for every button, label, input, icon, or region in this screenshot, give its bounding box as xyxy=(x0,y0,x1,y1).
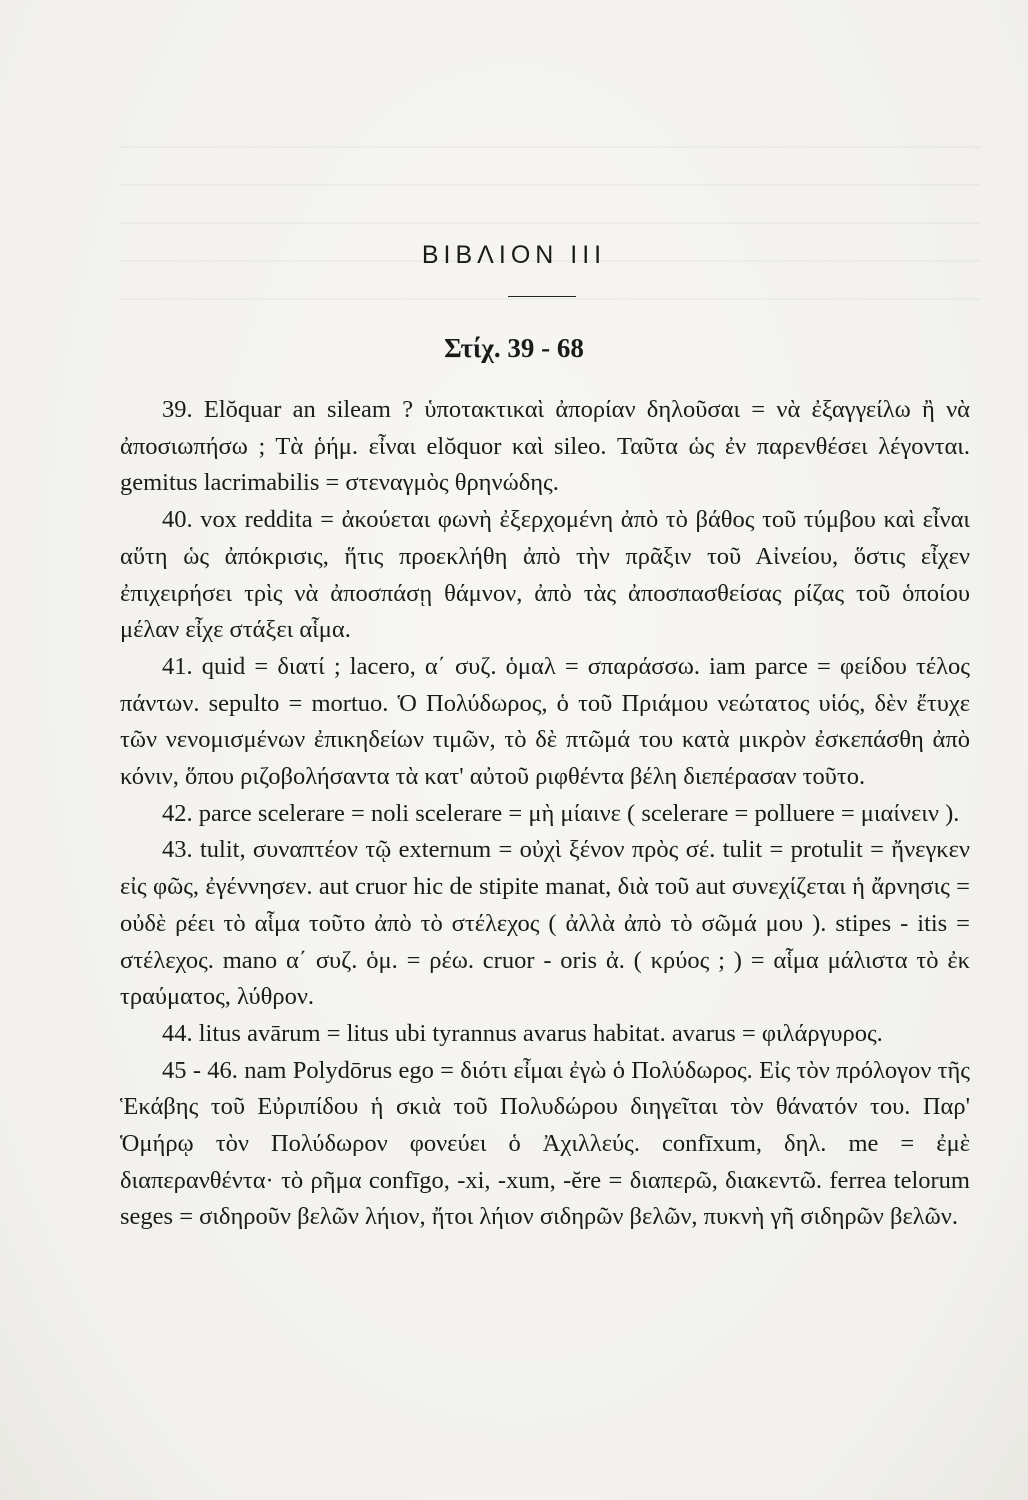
book-title: ΒΙΒΛΙΟΝ III xyxy=(421,241,607,269)
note-44: 44. litus avārum = litus ubi tyrannus avarus habitat. avarus = φιλάργυρος. xyxy=(162,1019,883,1047)
note-41: 41. quid = διατί ; lacero, α΄ συζ. ὁμαλ = σπαράσσω. iam parce = φείδου τέλος πάντων. sepulto = mortuo. Ὁ Πολύδωρος, ὁ τοῦ Πριάμου νεώτατος υἱός, δὲν ἔτυχε τῶν νενομισμένων ἐπικηδείων τιμῶν, τὸ δὲ πτῶμά του κατὰ μικρὸν ἐσκεπάσθη ἀπὸ κόνιν, ὅπου ριζοβολήσαντα τὰ κατ' αὐτοῦ ριφθέντα βέλη διεπέρασαν τοῦτο. xyxy=(120,652,970,791)
note-40: 40. vox reddita = ἀκούεται φωνὴ ἐξερχομένη ἀπὸ τὸ βάθος τοῦ τύμβου καὶ εἶναι αὕτη ὡς ἀπόκρισις, ἥτις προεκλήθη ἀπὸ τὴν πρᾶξιν τοῦ Αἰνείου, ὅστις εἶχεν ἐπιχειρήσει τρὶς νὰ ἀποσπάσῃ θάμνον, ἀπὸ τὰς ἀποσπασθείσας ρίζας τοῦ ὁποίου μέλαν εἶχε στάξει αἷμα. xyxy=(120,506,970,644)
title-rule xyxy=(508,296,576,297)
note-42: 42. parce scelerare = noli scelerare = μὴ μίαινε ( scelerare = polluere = μιαίνειν ). xyxy=(162,799,960,827)
verse-range-heading: Στίχ. 39 - 68 xyxy=(444,333,584,363)
note-45-46: 45 - 46. nam Polydōrus ego = διότι εἶμαι ἐγὼ ὁ Πολύδωρος. Εἰς τὸν πρόλογον τῆς Ἑκάβης τοῦ Εὐριπίδου ἡ σκιὰ τοῦ Πολυδώρου διηγεῖται τὸν θάνατόν του. Παρ' Ὁμήρῳ τὸν Πολύδωρον φονεύει ὁ Ἀχιλλεύς. confīxum, δηλ. me = ἐμὲ διαπερανθέντα· τὸ ρῆμα confīgo, -xi, -xum, -ĕre = διαπερῶ, διακεντῶ. ferrea telorum seges = σιδηροῦν βελῶν λήιον, ἤτοι λήιον σιδηρῶν βελῶν, πυκνὴ γῆ σιδηρῶν βελῶν. xyxy=(120,1056,970,1231)
note-39: 39. Elŏquar an sileam ? ὑποτακτικαὶ ἀπορίαν δηλοῦσαι = νὰ ἐξαγγείλω ἢ νὰ ἀποσιωπήσω ; Τὰ ῥήμ. εἶναι elŏquor καὶ sileo. Ταῦτα ὡς ἐν παρενθέσει λέγονται. gemitus lacrimabilis = στεναγμὸς θρηνώδης. xyxy=(120,396,970,497)
note-43: 43. tulit, συναπτέον τῷ externum = οὐχὶ ξένον πρὸς σέ. tulit = protulit = ἤνεγκεν εἰς φῶς, ἐγέννησεν. aut cruor hic de stipite manat, διὰ τοῦ aut συνεχίζεται ἡ ἄρνησις = οὐδὲ ρέει τὸ αἷμα τοῦτο ἀπὸ τὸ στέλεχος ( ἀλλὰ ἀπὸ τὸ σῶμά μου ). stipes - itis = στέλεχος. mano α΄ συζ. ὁμ. = ρέω. cruor - oris ἀ. ( κρύος ; ) = αἷμα μάλιστα τὸ ἐκ τραύματος, λύθρον. xyxy=(120,836,970,1011)
bleed-through-shadow xyxy=(120,120,980,300)
commentary-body xyxy=(120,392,970,1236)
